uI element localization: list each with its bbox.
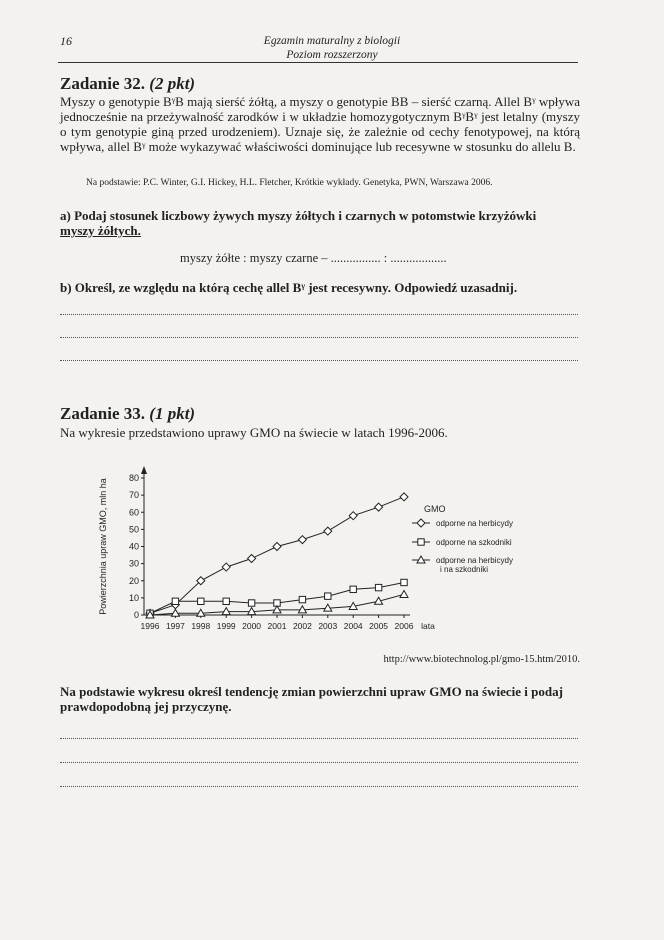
data-point-series-2 <box>248 600 254 606</box>
page-header-title <box>0 34 664 62</box>
data-point-series-2 <box>401 579 407 585</box>
task32-question-b: b) Określ, ze względu na którą cechę allel Bᵞ jest recesywny. Odpowiedź uzasadnij. <box>60 280 518 295</box>
data-point-series-2 <box>223 598 229 604</box>
y-axis-label: Powierzchnia upraw GMO, mln ha <box>98 478 108 615</box>
x-tick-label: 2001 <box>267 621 287 631</box>
series-line-1 <box>150 497 404 614</box>
x-tick-label: 2006 <box>394 621 414 631</box>
answer-line[interactable] <box>60 762 578 763</box>
header-title-line2: Poziom rozszerzony <box>286 49 378 61</box>
legend-label-1: odporne na herbicydy <box>436 519 513 528</box>
task33-title <box>60 404 195 424</box>
answer-line[interactable] <box>60 360 578 361</box>
y-tick-label: 10 <box>128 592 139 603</box>
header-rule <box>58 62 578 63</box>
task33-question: Na podstawie wykresu określ tendencję zmian powierzchni upraw GMO na świecie i podaj prawdopodobną jej przyczynę. <box>60 684 563 714</box>
answer-line[interactable] <box>60 314 578 315</box>
x-tick-label: 1996 <box>140 621 160 631</box>
data-point-series-1 <box>273 543 281 551</box>
task33-points: (1 pkt) <box>149 404 196 423</box>
task33-source-url: http://www.biotechnolog.pl/gmo-15.htm/2010. <box>383 654 580 665</box>
legend-label-3: odporne na herbicydy <box>436 556 513 565</box>
legend-title: GMO <box>424 504 446 514</box>
y-tick-label: 50 <box>128 524 139 535</box>
x-tick-label: 2005 <box>369 621 389 631</box>
x-axis-label: lata <box>421 621 435 631</box>
data-point-series-1 <box>349 512 357 520</box>
task32-question-a-line2: myszy żółtych. <box>60 223 141 238</box>
y-tick-label: 80 <box>128 473 139 483</box>
y-tick-label: 70 <box>128 490 139 501</box>
data-point-series-1 <box>400 493 408 501</box>
task32-question-a-line1: a) Podaj stosunek liczbowy żywych myszy żółtych i czarnych w potomstwie krzyżówki <box>60 208 537 223</box>
data-point-series-1 <box>222 563 230 571</box>
y-tick-label: 30 <box>128 558 139 569</box>
data-point-series-1 <box>248 554 256 562</box>
data-point-series-3 <box>222 608 230 615</box>
data-point-series-2 <box>198 598 204 604</box>
x-tick-label: 2000 <box>242 621 262 631</box>
x-tick-label: 2002 <box>292 621 312 631</box>
task32-question-a <box>60 208 580 238</box>
data-point-series-3 <box>171 609 179 616</box>
data-point-series-2 <box>350 586 356 592</box>
task32-points: (2 pkt) <box>149 74 196 93</box>
x-tick-label: 1999 <box>216 621 236 631</box>
data-point-series-3 <box>273 606 281 613</box>
answer-line[interactable] <box>60 738 578 739</box>
task32-intro: Myszy o genotypie BᵞB mają sierść żółtą, a myszy o genotypie BB – sierść czarną. Allel Bᵞ wpływa jednocześnie na przeżywalność zarodków i w układzie homozygotycznym BᵞBᵞ jest letalny (myszy o tym genotypie giną przed urodzeniem). Uznaje się, że zależnie od cechy fenotypowej, na którą wpływa, allel Bᵞ może wykazywać właściwości dominujące lub recesywne w stosunku do allelu B. <box>60 94 580 154</box>
legend-marker-2 <box>418 539 424 545</box>
task32-ratio-answer-field[interactable]: myszy żółte : myszy czarne – ................ : .................. <box>180 251 447 265</box>
legend-marker-1 <box>417 519 425 527</box>
gmo-line-chart <box>86 460 566 640</box>
y-tick-label: 60 <box>128 507 139 518</box>
data-point-series-1 <box>298 536 306 544</box>
x-tick-label: 1998 <box>191 621 211 631</box>
header-title-line1: Egzamin maturalny z biologii <box>263 35 401 47</box>
task32-title <box>60 74 195 94</box>
task33-title-text: Zadanie 33. <box>60 404 146 423</box>
data-point-series-1 <box>375 503 383 511</box>
data-point-series-3 <box>400 590 408 597</box>
answer-line[interactable] <box>60 337 578 338</box>
task33-intro: Na wykresie przedstawiono uprawy GMO na świecie w latach 1996-2006. <box>60 425 448 440</box>
y-tick-label: 40 <box>128 541 139 552</box>
x-tick-label: 1997 <box>165 621 185 631</box>
legend-label-2: odporne na szkodniki <box>436 538 512 547</box>
x-tick-label: 2004 <box>343 621 363 631</box>
data-point-series-1 <box>324 527 332 535</box>
x-tick-label: 2003 <box>318 621 338 631</box>
y-tick-label: 0 <box>133 610 139 620</box>
data-point-series-2 <box>172 598 178 604</box>
page-number: 16 <box>60 34 72 48</box>
y-axis-arrow <box>141 466 147 474</box>
task32-title-text: Zadanie 32. <box>60 74 146 93</box>
y-tick-label: 20 <box>128 575 139 586</box>
data-point-series-2 <box>299 596 305 602</box>
legend-label-3: i na szkodniki <box>440 565 489 574</box>
data-point-series-2 <box>325 593 331 599</box>
answer-line[interactable] <box>60 786 578 787</box>
task32-source: Na podstawie: P.C. Winter, G.I. Hickey, H.L. Fletcher, Krótkie wykłady. Genetyka, PWN, Warszawa 2006. <box>86 178 493 188</box>
data-point-series-2 <box>375 584 381 590</box>
